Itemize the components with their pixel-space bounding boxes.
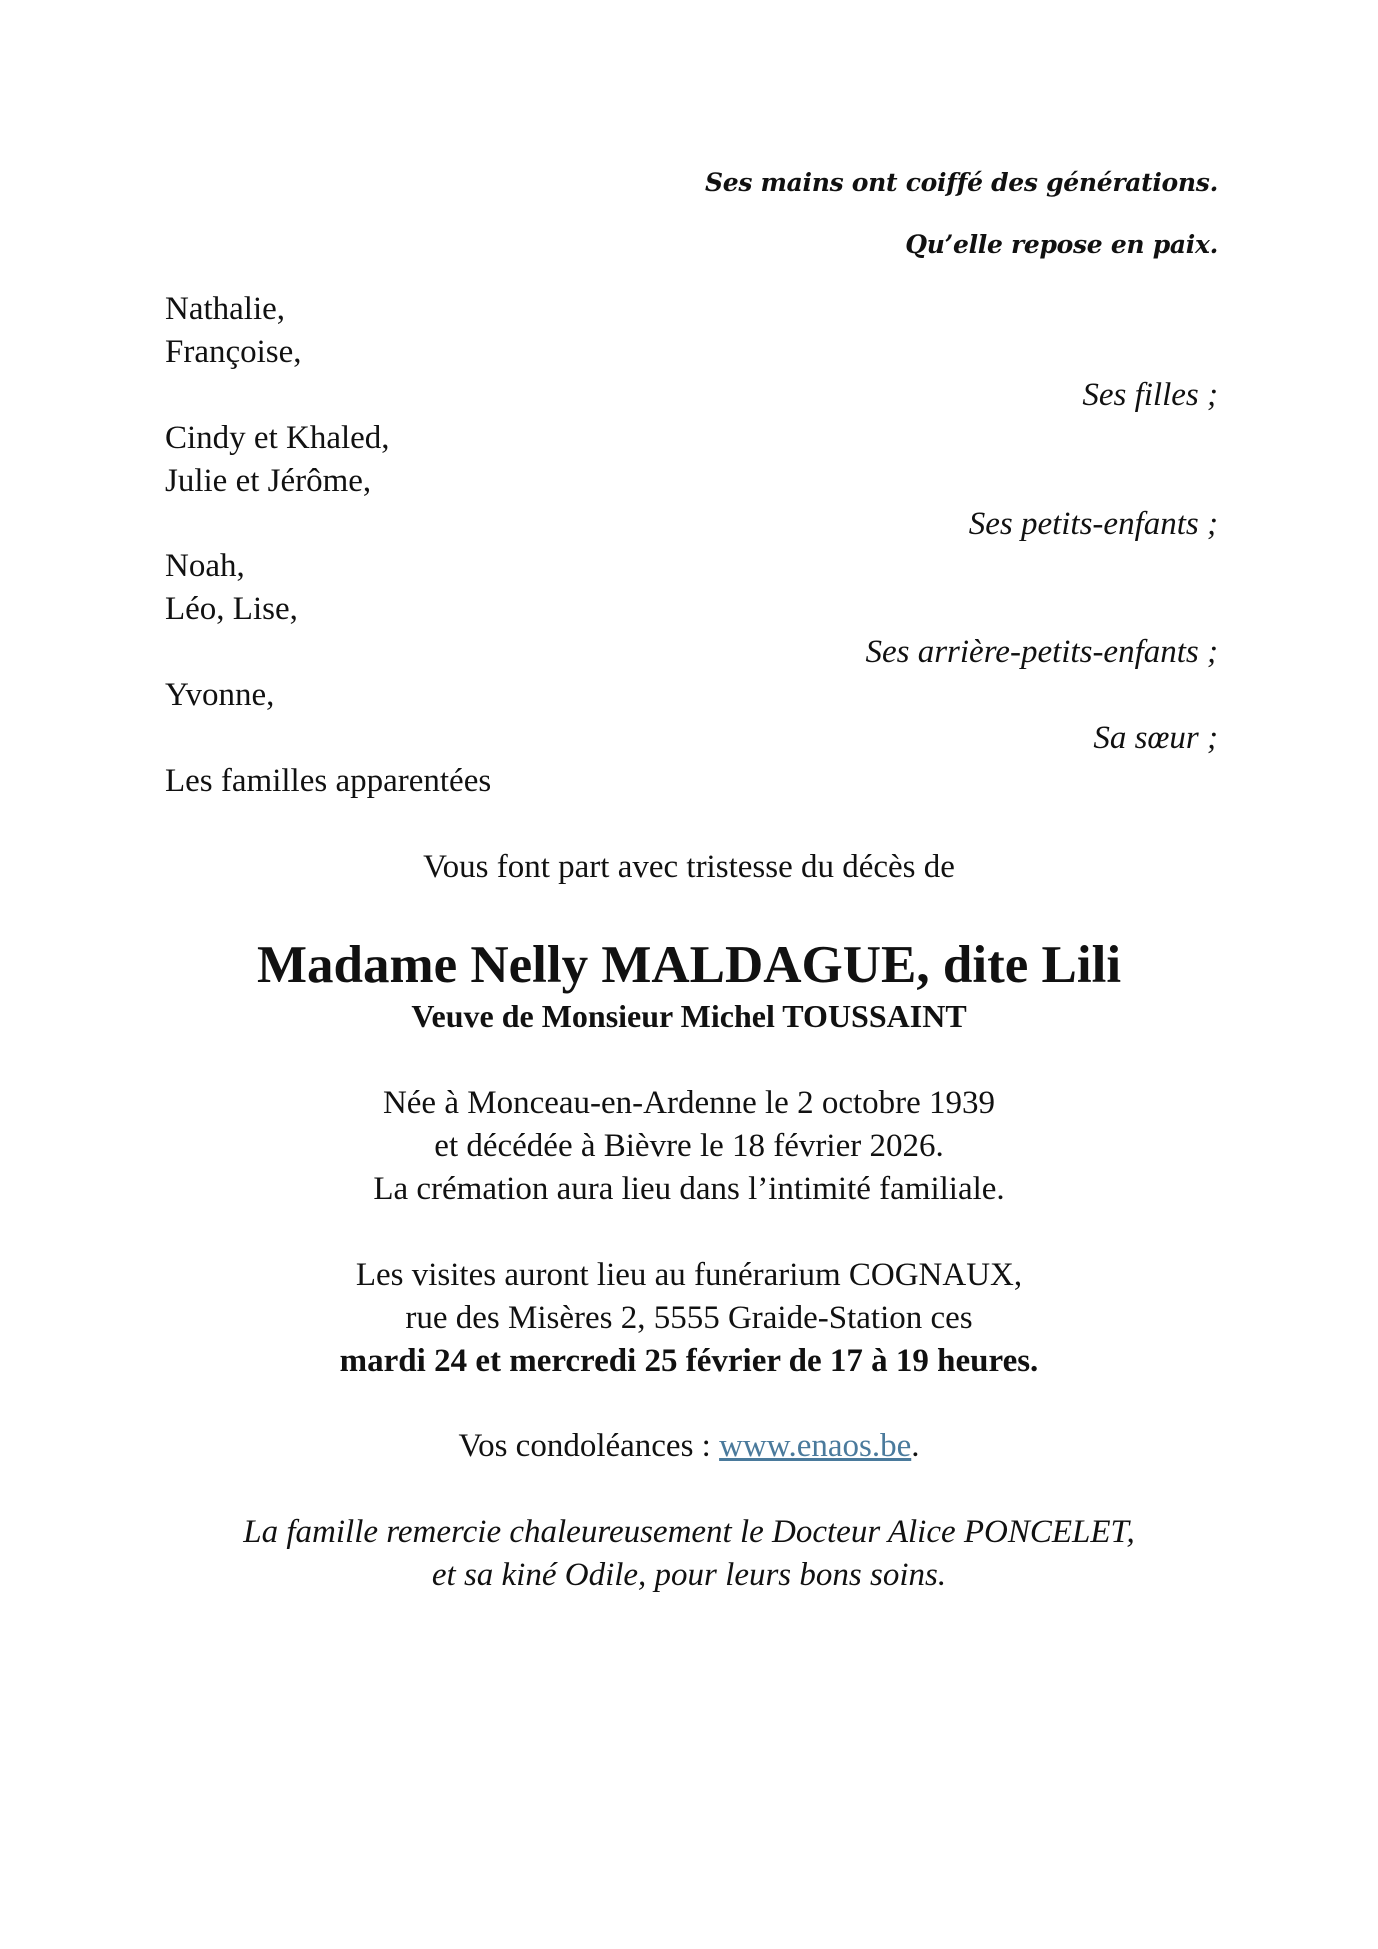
- visits-line-2: rue des Misères 2, 5555 Graide-Station ces: [405, 1300, 973, 1336]
- quote-line-1: Ses mains ont coiffé des générations.: [704, 168, 1218, 197]
- great-grandchildren-role: Ses arrière-petits-enfants ;: [865, 634, 1218, 670]
- daughter-name-2: Françoise,: [165, 334, 302, 370]
- thanks-line-2: et sa kiné Odile, pour leurs bons soins.: [431, 1557, 947, 1593]
- announcement-line: Vous font part avec tristesse du décès de: [423, 849, 955, 885]
- birth-line: Née à Monceau-en-Ardenne le 2 octobre 1939: [382, 1085, 996, 1121]
- thanks-line-1: La famille remercie chaleureusement le Docteur Alice PONCELET,: [243, 1514, 1135, 1550]
- grandchildren-role: Ses petits-enfants ;: [968, 506, 1218, 542]
- cremation-line: La crémation aura lieu dans l’intimité familiale.: [373, 1171, 1005, 1207]
- relatives-line: Les familles apparentées: [165, 763, 492, 799]
- deceased-name: Madame Nelly MALDAGUE, dite Lili: [256, 936, 1122, 994]
- visits-line-1: Les visites auront lieu au funérarium COGNAUX,: [355, 1257, 1023, 1293]
- quote-line-2: Qu’elle repose en paix.: [905, 230, 1218, 259]
- grandchild-name-1: Cindy et Khaled,: [165, 420, 390, 456]
- condolences-line: [0, 1425, 1378, 1467]
- daughters-role: Ses filles ;: [1082, 377, 1218, 413]
- condolences-label: Vos condoléances :: [458, 1428, 720, 1464]
- great-grandchild-name-2: Léo, Lise,: [165, 591, 298, 627]
- grandchild-name-2: Julie et Jérôme,: [165, 463, 372, 499]
- condolences-link[interactable]: www.enaos.be: [719, 1428, 912, 1464]
- death-line: et décédée à Bièvre le 18 février 2026.: [434, 1128, 944, 1164]
- daughter-name-1: Nathalie,: [165, 291, 286, 327]
- sister-role: Sa sœur ;: [1093, 720, 1218, 756]
- deceased-spouse: Veuve de Monsieur Michel TOUSSAINT: [411, 998, 967, 1034]
- great-grandchild-name-1: Noah,: [165, 548, 245, 584]
- sister-name: Yvonne,: [165, 677, 275, 713]
- condolences-suffix: .: [911, 1428, 920, 1464]
- visits-line-3: mardi 24 et mercredi 25 février de 17 à 19 heures.: [339, 1343, 1039, 1379]
